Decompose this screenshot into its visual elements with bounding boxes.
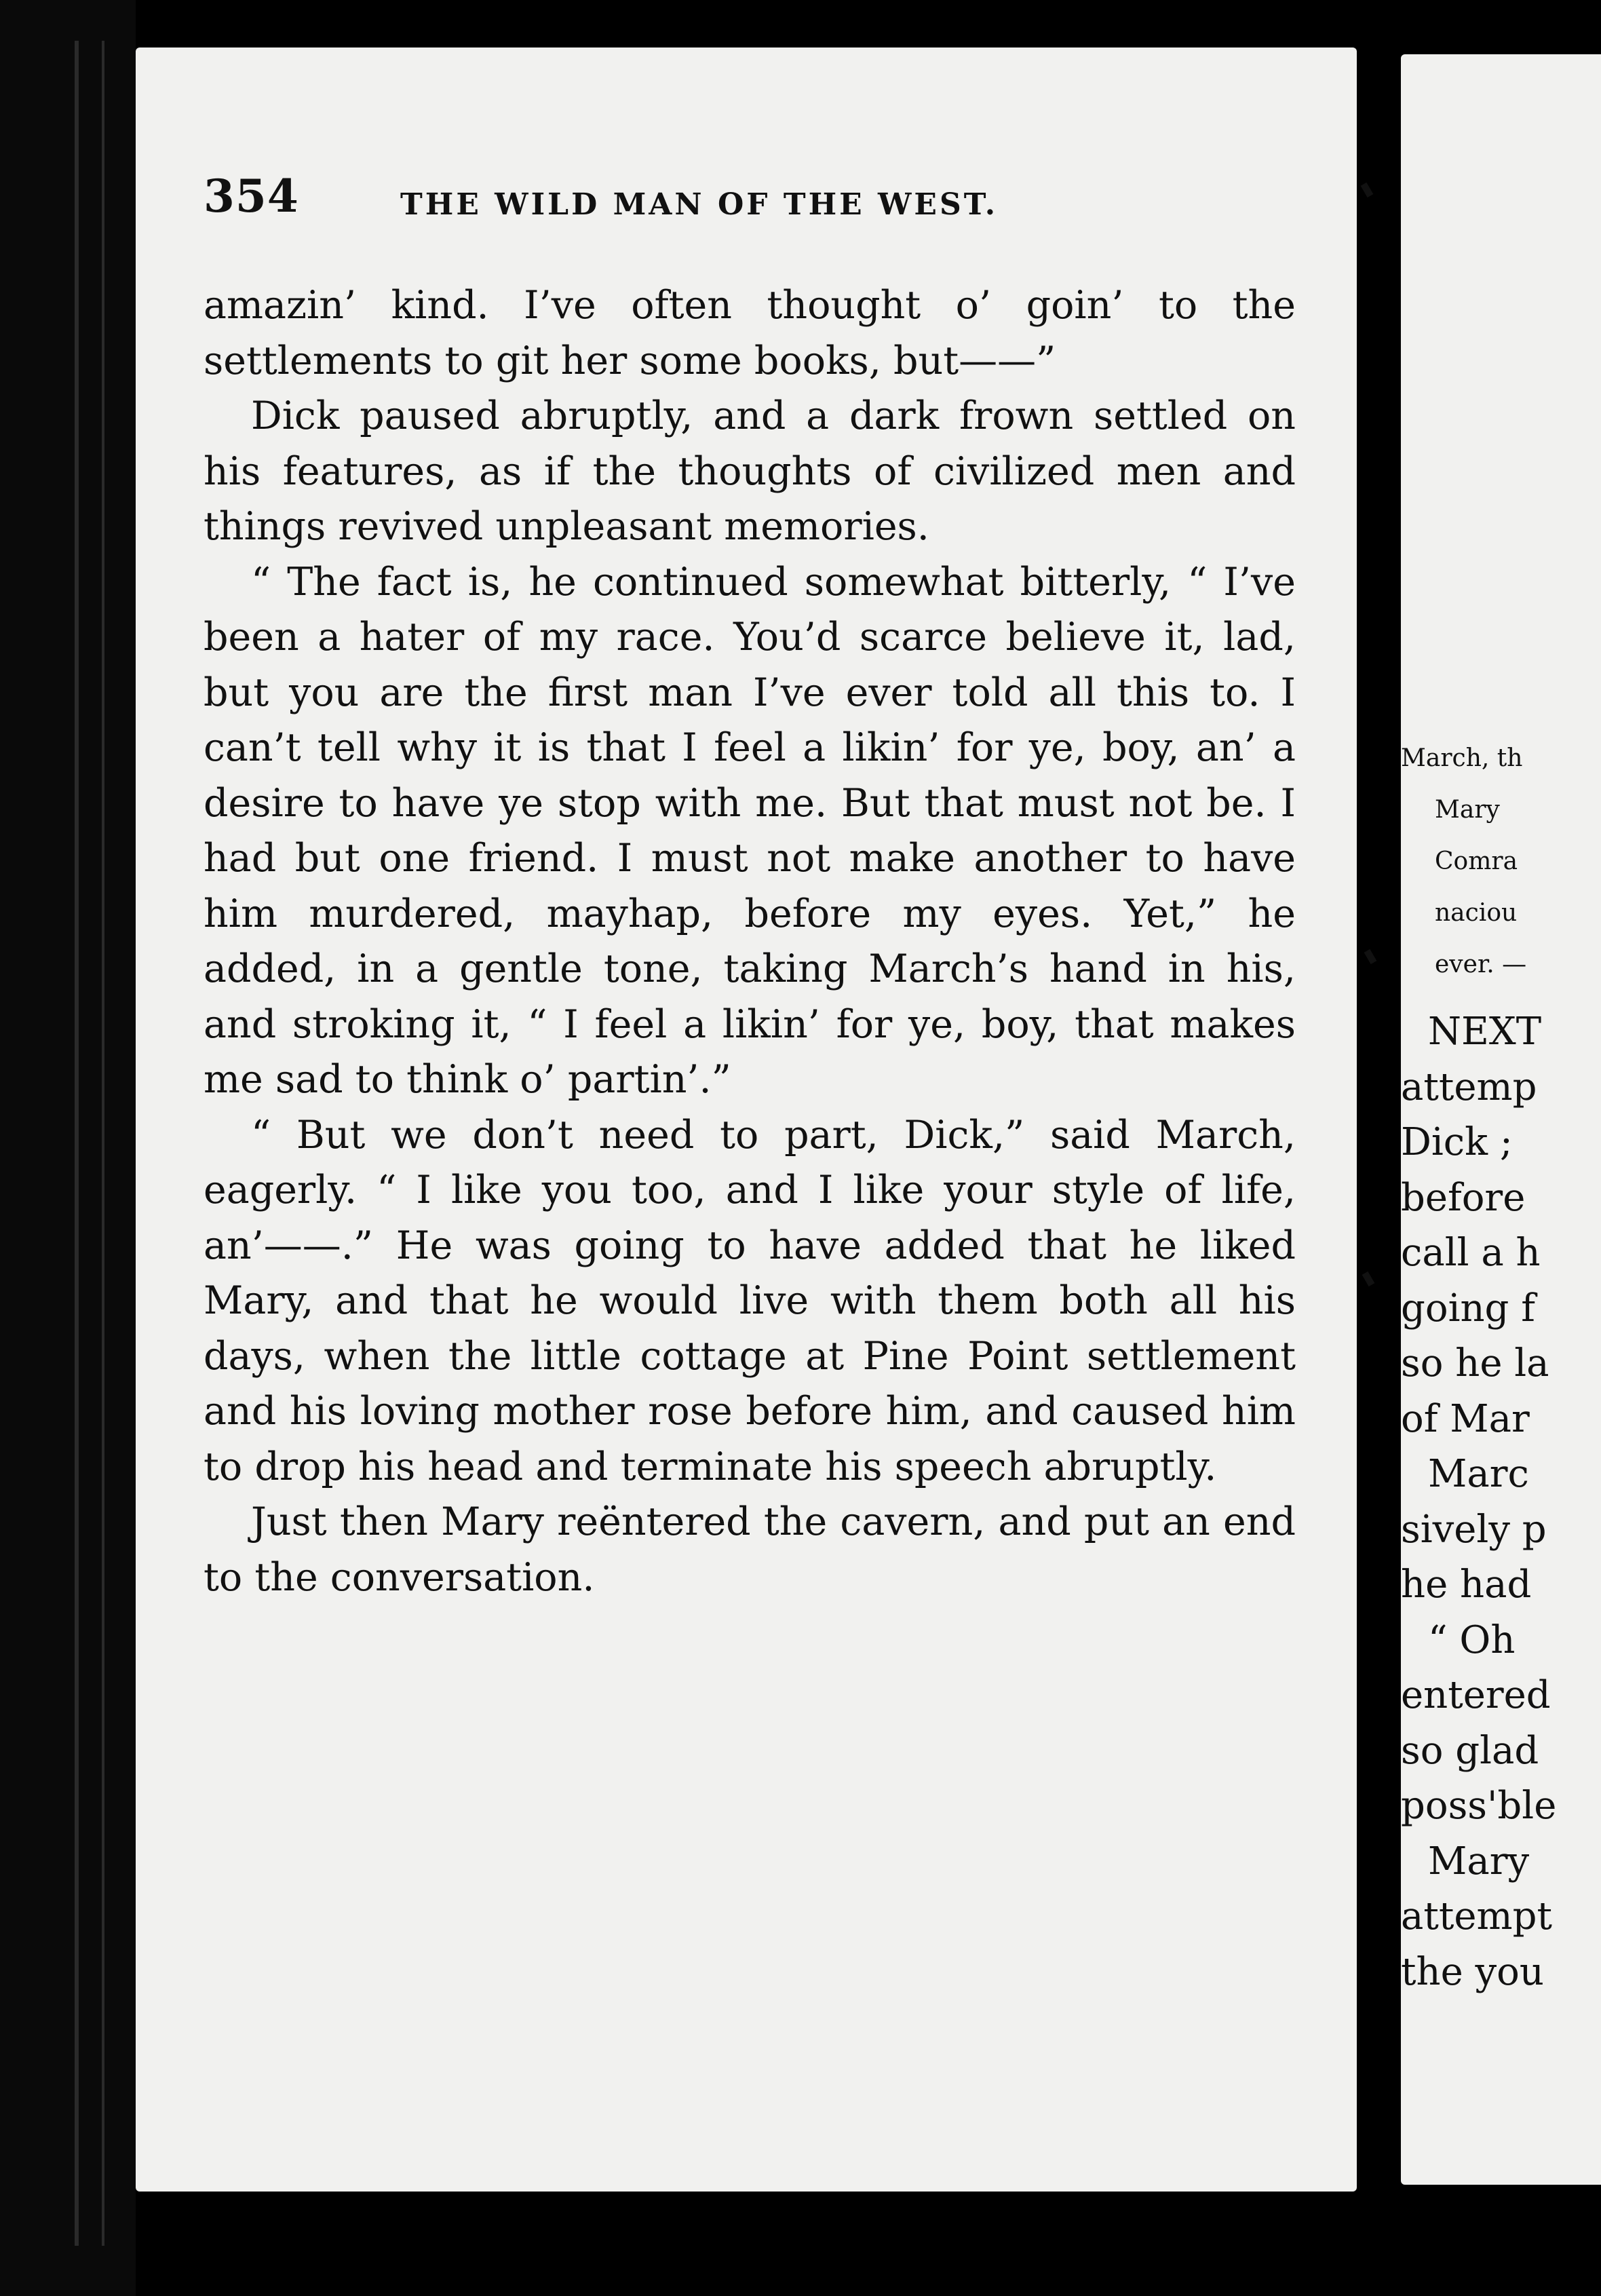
text-line: of Mar [1401,1396,1530,1441]
paragraph: “ The fact is, he continued somewhat bitterly, “ I’ve been a hater of my race. You’d scarce believe it, lad, but you are the first man I’ve ever told all this to. I can’t tell why it is that I feel a likin’ for ye, boy, an’ a desire to have ye stop with me. But that must not be. I had but one friend. I must not make another to have him murdered, mayhap, before my eyes. Yet,” he added, in a gentle tone, taking March’s hand in his, and stroking it, “ I feel a likin’ for ye, boy, that makes me sad to think o’ partin’.” [204,559,1296,1102]
right-page-caption [1401,733,1526,991]
text-line: Dick ; [1401,1120,1513,1164]
text-line: the you [1401,1949,1544,1994]
text-line: he had [1401,1563,1532,1607]
text-line: sively p [1401,1507,1547,1552]
body-text [204,278,1296,1605]
text-line: going f [1401,1286,1535,1331]
text-line: poss'ble [1401,1784,1557,1828]
caption-line: Mary [1435,796,1500,824]
caption-line: Comra [1435,847,1518,875]
page-header [204,170,1296,231]
binding-edge [102,41,104,2246]
caption-line: March, th [1401,744,1523,772]
scan-speck [1361,183,1374,197]
paragraph: “ But we don’t need to part, Dick,” said March, eagerly. “ I like you too, and I like your style of life, an’——.” He was going to have added that he liked Mary, and that he would live with them both all his days, when the little cottage at Pine Point settlement and his loving mother rose before him, and caused him to drop his head and terminate his speech abruptly. [204,1112,1296,1489]
paragraph: amazin’ kind. I’ve often thought o’ goin’ to the settlements to git her some books, but——” [204,283,1296,383]
text-line: before [1401,1175,1526,1220]
text-line: so glad [1401,1728,1539,1773]
right-page-edge [1401,54,1601,2185]
text-line: NEXT [1428,1010,1542,1054]
right-page-text [1401,1004,1556,2000]
text-line: entered [1401,1673,1551,1717]
text-line: so he la [1401,1341,1549,1385]
text-line: attempt [1401,1894,1552,1938]
running-title: THE WILD MAN OF THE WEST. [400,187,999,222]
binding-edge [75,41,79,2246]
page-number: 354 [204,170,299,223]
text-line: Mary [1428,1839,1530,1883]
text-line: Marc [1428,1452,1529,1496]
text-line: “ Oh [1428,1618,1516,1662]
paragraph: Just then Mary reëntered the cavern, and put an end to the conversation. [204,1499,1296,1600]
text-line: attemp [1401,1065,1537,1109]
scan-speck [1362,1271,1375,1286]
book-binding [0,0,136,2296]
scan-speck [1364,949,1377,964]
paragraph: Dick paused abruptly, and a dark frown settled on his features, as if the thoughts of civilized men and things revived unpleasant memories. [204,394,1296,549]
caption-line: ever. — [1435,951,1527,978]
text-line: call a h [1401,1231,1541,1275]
caption-line: naciou [1435,899,1518,927]
